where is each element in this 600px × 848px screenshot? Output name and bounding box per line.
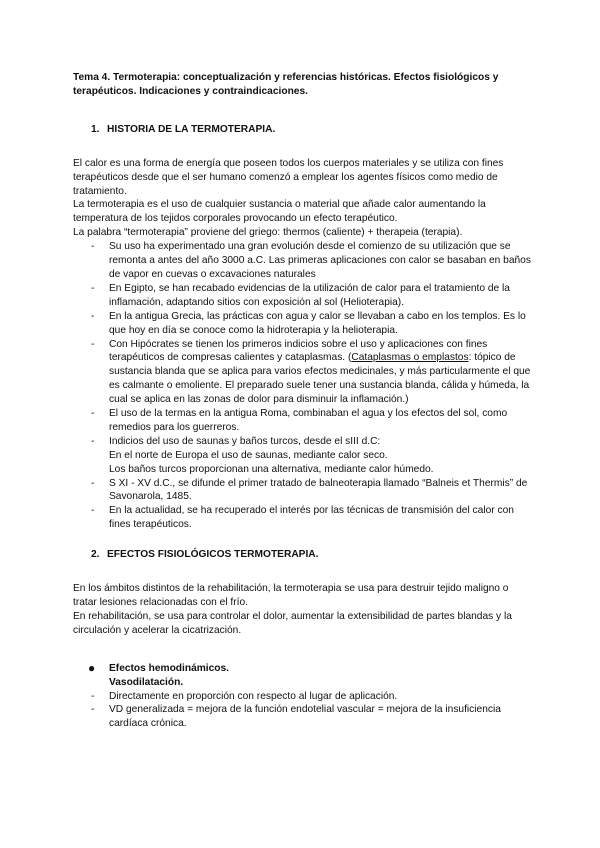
list-item: - En la actualidad, se ha recuperado el interés por las técnicas de transmisión del calor con fines terapéuticos. — [73, 504, 531, 532]
section-2-number: 2. — [91, 549, 100, 561]
list-item: - Directamente en proporción con respecto al lugar de aplicación. — [73, 690, 531, 704]
list-item-line: En el norte de Europa el uso de saunas, mediante calor seco. — [109, 449, 388, 461]
list-item-text: Con Hipócrates se tienen los primeros indicios sobre el uso y aplicaciones con fines terapéuticos de compresas calientes y cataplasmas. ( — [109, 338, 488, 364]
history-list — [73, 240, 531, 532]
section-2-heading — [91, 548, 531, 562]
section-1-heading-text: HISTORIA DE LA TERMOTERAPIA. — [107, 123, 276, 135]
paragraph: En rehabilitación, se usa para controlar el dolor, aumentar la extensibilidad de partes blandas y la circulación y acelerar la cicatrización. — [73, 610, 512, 636]
paragraph: En los ámbitos distintos de la rehabilitación, la termoterapia se usa para destruir tejido maligno o tratar lesiones relacionadas con el frío. — [73, 583, 509, 608]
list-item — [73, 435, 531, 477]
document-content — [73, 71, 531, 731]
effects-bullet — [73, 662, 531, 690]
bullet-title: Efectos hemodinámicos. — [109, 662, 230, 674]
list-item: - En la antigua Grecia, las prácticas con agua y calor se llevaban a cabo en los templos. Es lo que hoy en día se conoce como la hidroterapia y la helioterapia. — [73, 310, 531, 338]
section-1-heading — [91, 123, 531, 137]
list-item: - VD generalizada = mejora de la función endotelial vascular = mejora de la insuficiencia cardíaca crónica. — [73, 703, 531, 731]
section-1-number: 1. — [91, 123, 100, 135]
bullet-subtitle: Vasodilatación. — [109, 676, 184, 688]
document-title: Tema 4. Termoterapia: conceptualización y referencias históricas. Efectos fisiológicos y terapéuticos. Indicaciones y contraindicaciones. — [73, 72, 499, 97]
paragraph: La termoterapia es el uso de cualquier sustancia o material que añade calor aumentando la temperatura de los tejidos corporales provocando un efecto terapéutico. — [73, 199, 486, 225]
list-item-line: Los baños turcos proporcionan una alternativa, mediante calor húmedo. — [109, 463, 434, 475]
paragraph: El calor es una forma de energía que poseen todos los cuerpos materiales y se utiliza con fines terapéuticos desde que el ser humano comenzó a emplear los agentes físicos como medio de tratamiento. — [73, 157, 504, 197]
list-item-line: - Indicios del uso de saunas y baños turcos, desde el sIII d.C: — [109, 435, 381, 447]
list-item: - S XI - XV d.C., se difunde el primer tratado de balneoterapia llamado “Balneis et Thermis” de Savonarola, 1485. — [73, 477, 531, 505]
underlined-term: Cataplasmas o emplastos — [351, 352, 469, 364]
list-item: - Su uso ha experimentado una gran evolución desde el comienzo de su utilización que se remonta a antes del año 3000 a.C. Las primeras aplicaciones con calor se basaban en baños de vapor en cuevas o excavaciones naturales — [73, 240, 531, 282]
paragraph: La palabra “termoterapia” proviene del griego: thermos (caliente) + therapeia (terapia). — [73, 227, 463, 239]
list-item — [73, 338, 531, 408]
vasodilatation-list — [73, 690, 531, 732]
section-2-heading-text: EFECTOS FISIOLÓGICOS TERMOTERAPIA. — [107, 549, 319, 561]
list-item: - En Egipto, se han recabado evidencias de la utilización de calor para el tratamiento de la inflamación, adaptando sitios con exposición al sol (Helioterapia). — [73, 282, 531, 310]
bullet-icon: ● — [88, 660, 96, 675]
list-item: - El uso de la termas en la antigua Roma, combinaban el agua y los efectos del sol, como remedios para los guerreros. — [73, 407, 531, 435]
list-item-text: : tópico de sustancia blanda que se aplica para varios efectos medicinales, y más particularmente el que es calmante o emoliente. El preparado suele tener una sustancia blanda, cálida y húmeda, la cual se aplica en las zonas de dolor para disminuir la inflamación.) — [109, 352, 531, 406]
